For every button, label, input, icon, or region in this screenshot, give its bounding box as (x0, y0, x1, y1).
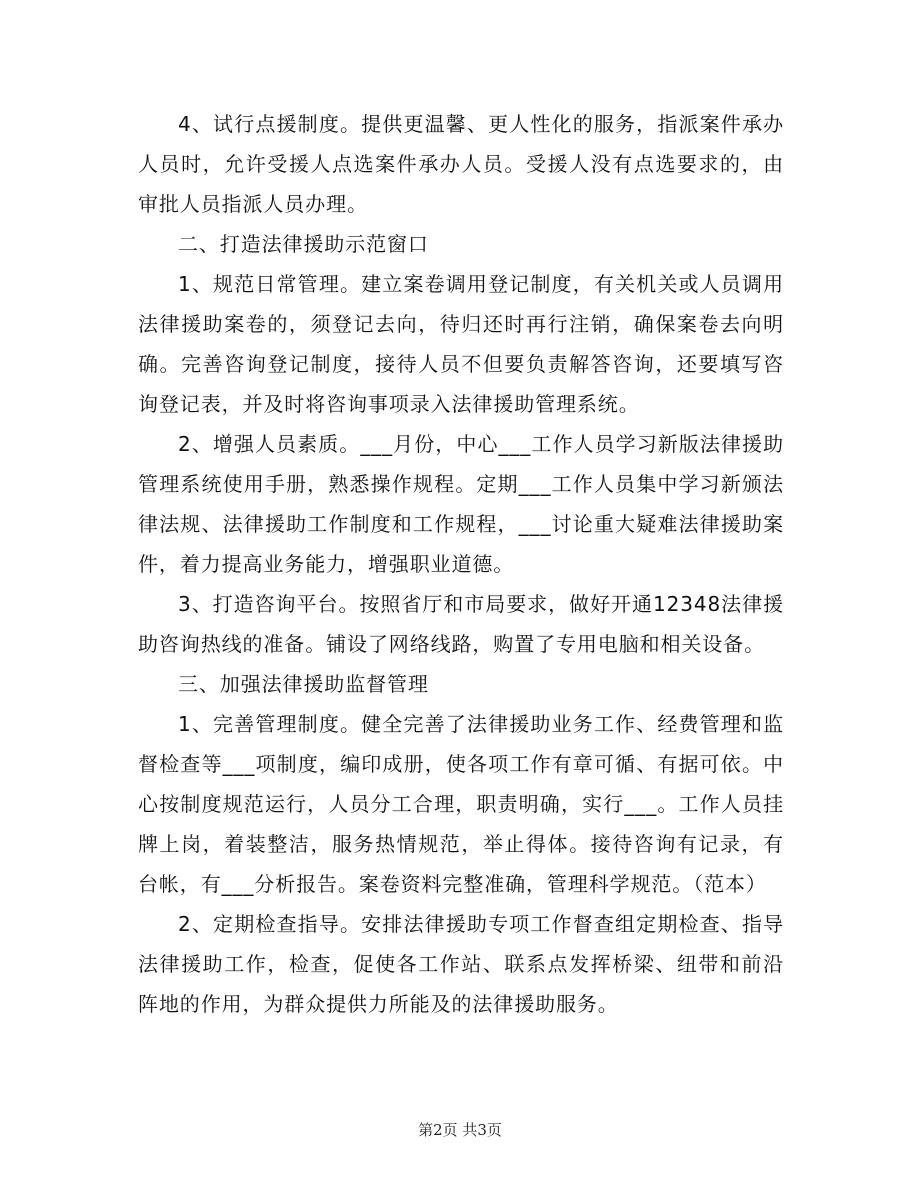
section-heading-3: 三、加强法律援助监督管理 (178, 672, 429, 696)
section-heading-2: 二、打造法律援助示范窗口 (178, 232, 429, 256)
paragraph-3-2-regular-inspection: 2、定期检查指导。安排法律援助专项工作督查组定期检查、指导法律援助工作，检查，促使各工作站、联系点发挥桥梁、纽带和前沿阵地的作用，为群众提供力所能及的法律援助服务。 (138, 912, 784, 1016)
page-number-footer: 第2页 共3页 (418, 1121, 502, 1139)
document-body (138, 104, 784, 1024)
paragraph-2-1-daily-management: 1、规范日常管理。建立案卷调用登记制度，有关机关或人员调用法律援助案卷的，须登记去向，待归还时再行注销，确保案卷去向明确。完善咨询登记制度，接待人员不但要负责解答咨询，还要填写咨询登记表，并及时将咨询事项录入法律援助管理系统。 (138, 272, 784, 416)
paragraph-3-1-management-system: 1、完善管理制度。健全完善了法律援助业务工作、经费管理和监督检查等___项制度，编印成册，使各项工作有章可循、有据可依。中心按制度规范运行，人员分工合理，职责明确，实行___。工作人员挂牌上岗，着装整洁，服务热情规范，举止得体。接待咨询有记录，有台帐，有___分析报告。案卷资料完整准确，管理科学规范。（范本） (138, 712, 784, 896)
paragraph-2-2-staff-quality: 2、增强人员素质。___月份，中心___工作人员学习新版法律援助管理系统使用手册，熟悉操作规程。定期___工作人员集中学习新颁法律法规、法律援助工作制度和工作规程，___讨论重大疑难法律援助案件，着力提高业务能力，增强职业道德。 (138, 432, 784, 576)
paragraph-2-3-consult-platform: 3、打造咨询平台。按照省厅和市局要求，做好开通12348法律援助咨询热线的准备。铺设了网络线路，购置了专用电脑和相关设备。 (138, 592, 784, 656)
paragraph-point-4-dianyuan: 4、试行点援制度。提供更温馨、更人性化的服务，指派案件承办人员时，允许受援人点选案件承办人员。受援人没有点选要求的，由审批人员指派人员办理。 (138, 112, 784, 216)
